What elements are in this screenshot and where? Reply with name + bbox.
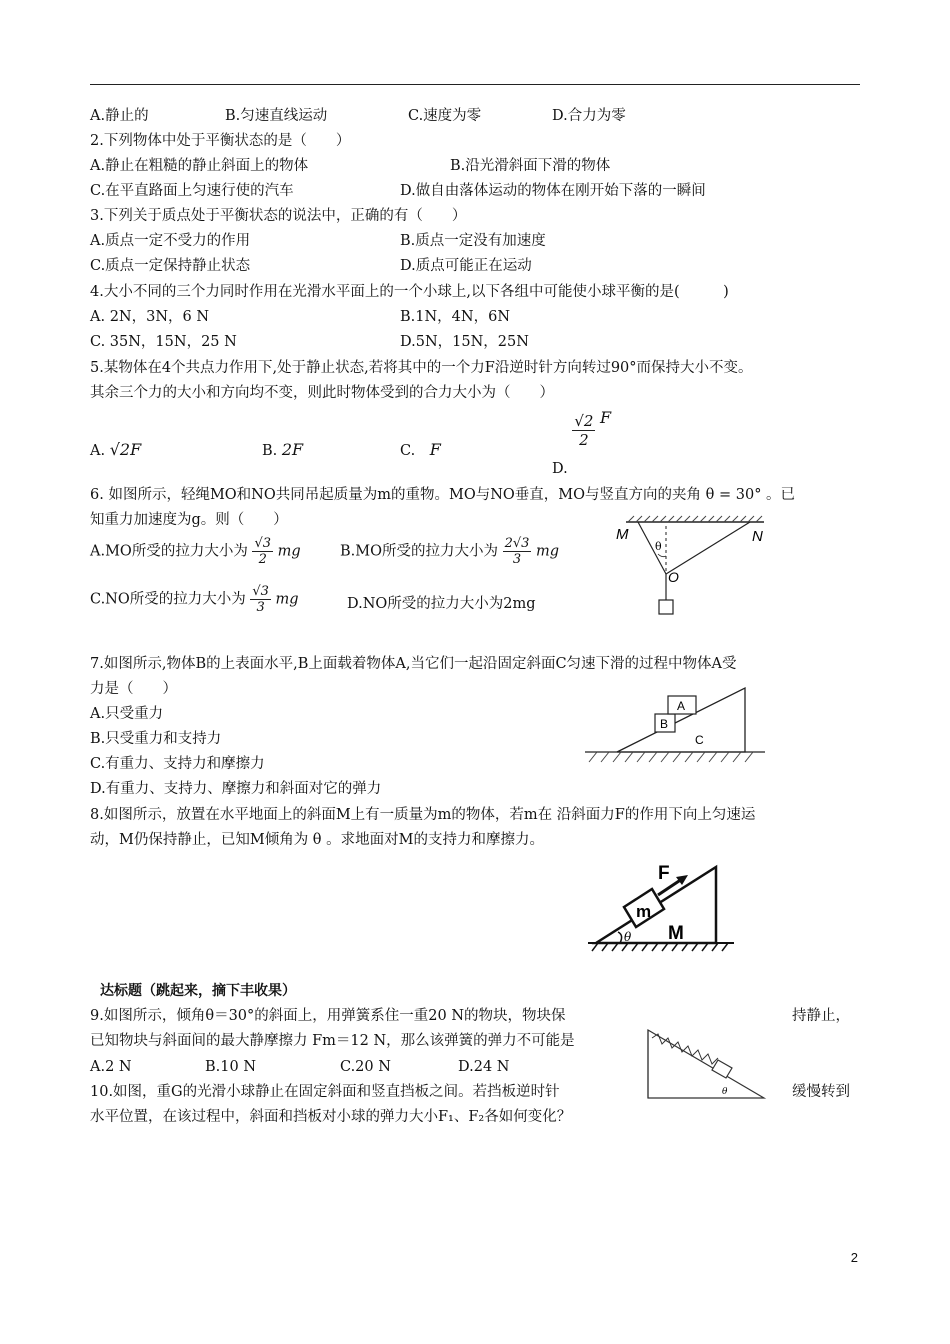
q6-option-c-label: C.NO所受的拉力大小为 [90,591,246,608]
q1-option-c: C.速度为零 [408,108,482,124]
rope-no [666,522,750,574]
label-theta-q9: θ [722,1087,728,1097]
q1-option-d: D.合力为零 [552,108,626,124]
q5-stem-line1: 5.某物体在4个共点力作用下,处于静止状态,若将其中的一个力F沿逆时针方向转过90°而保持大小不变。 [90,360,753,376]
q6-option-a-tail: mg [277,543,301,560]
q6-stem-line2: 知重力加速度为g。则（ ） [90,512,288,528]
q2-option-c: C.在平直路面上匀速行使的汽车 [90,183,294,199]
q6-option-a-fraction [252,536,273,567]
q6-option-a-label: A.MO所受的拉力大小为 [90,543,248,560]
q7-incline-figure [585,686,765,772]
q7-stem-line1: 7.如图所示,物体B的上表面水平,B上面载着物体A,当它们一起沿固定斜面C匀速下滑的过程中物体A受 [90,656,737,672]
theta-arc [618,932,622,943]
q8-incline-figure [586,855,736,955]
q5-option-d [552,407,612,477]
q5-option-a-math: √2F [109,440,142,459]
page-number: 2 [850,1250,858,1265]
q9-stem-line2: 已知物块与斜面间的最大静摩擦力 Fm＝12 N，那么该弹簧的弹力不可能是 [90,1033,575,1049]
ground-hatch [589,752,753,762]
q5-option-a-label: A. [90,443,106,459]
q6-option-c [90,584,299,615]
q2-stem: 2.下列物体中处于平衡状态的是（ ） [90,133,351,149]
q3-option-d: D.质点可能正在运动 [400,258,532,274]
q6-b-denominator: 3 [512,552,522,567]
q6-option-a [90,536,301,567]
q3-option-a: A.质点一定不受力的作用 [90,233,251,249]
label-big-m: M [668,923,684,944]
q5-option-b-math: 2F [281,440,304,459]
q8-stem-line2: 动，M仍保持静止，已知M倾角为 θ 。求地面对M的支持力和摩擦力。 [90,832,544,848]
header-rule [90,84,860,85]
q6-a-numerator: √3 [254,536,271,551]
q9-option-a: A.2 N [90,1059,132,1075]
q2-option-d: D.做自由落体运动的物体在刚开始下落的一瞬间 [400,183,706,199]
q2-option-b: B.沿光滑斜面下滑的物体 [450,158,611,174]
q9-option-d: D.24 N [458,1059,510,1075]
angle-arc [658,554,666,557]
q5-d-denominator: 2 [579,431,589,449]
q3-option-b: B.质点一定没有加速度 [400,233,546,249]
section-heading: 达标题（跳起来，摘下丰收果） [100,983,296,999]
q4-stem: 4.大小不同的三个力同时作用在光滑水平面上的一个小球上,以下各组中可能使小球平衡的是( ) [90,284,729,300]
q5-option-a [90,440,141,461]
weight-block [659,600,673,614]
q4-option-a: A. 2N，3N，6 N [90,309,210,325]
q4-option-c: C. 35N，15N，25 N [90,334,237,350]
q1-option-a: A.静止的 [90,108,149,124]
q9-stem-line1-tail: 持静止， [792,1008,850,1024]
q5-option-d-fraction [572,412,595,449]
label-a: A [677,699,686,713]
label-b: B [660,717,669,731]
label-theta-q8: θ [624,930,632,944]
q7-option-d: D.有重力、支持力、摩擦力和斜面对它的弹力 [90,781,382,797]
q6-c-numerator: √3 [252,584,269,599]
q6-option-c-tail: mg [275,591,299,608]
q6-c-denominator: 3 [256,600,265,615]
q10-stem-line1: 10.如图，重G的光滑小球静止在固定斜面和竖直挡板之间。若挡板逆时针 [90,1084,560,1100]
label-n: N [752,528,763,545]
q5-option-c-math: F [429,440,441,459]
q9-option-b: B.10 N [205,1059,257,1075]
q10-stem-line2: 水平位置，在该过程中，斜面和挡板对小球的弹力大小F₁、F₂各如何变化？ [90,1109,572,1125]
q4-option-d: D.5N，15N，25N [400,334,529,350]
q3-option-c: C.质点一定保持静止状态 [90,258,251,274]
q6-a-denominator: 2 [258,552,267,567]
q5-option-d-tail: F [600,407,612,427]
q9-spring-figure [644,1026,770,1102]
q6-option-b-tail: mg [536,543,560,560]
label-f: F [658,863,670,884]
q5-option-b [262,440,303,461]
q6-rope-figure [600,512,780,632]
q6-stem-line1: 6. 如图所示，轻绳MO和NO共同吊起质量为m的重物。MO与NO垂直，MO与竖直方向的夹角 θ = 30° 。已 [90,487,796,503]
label-o: O [668,569,679,585]
q5-option-c [400,440,441,461]
q7-option-c: C.有重力、支持力和摩擦力 [90,756,265,772]
q6-option-b [340,536,559,567]
rope-mo [638,522,666,574]
q5-stem-line2: 其余三个力的大小和方向均不变，则此时物体受到的合力大小为（ ） [90,385,554,401]
label-c: C [695,733,704,747]
q5-option-b-label: B. [262,443,278,459]
block-on-incline [712,1060,732,1078]
label-theta: θ [655,540,662,553]
q6-option-b-fraction [503,536,532,567]
q4-option-b: B.1N，4N，6N [400,309,511,325]
label-m: M [616,526,629,543]
q9-option-c: C.20 N [340,1059,391,1075]
q5-d-numerator: √2 [574,412,594,430]
q6-option-c-fraction [250,584,271,615]
q3-stem: 3.下列关于质点处于平衡状态的说法中，正确的有（ ） [90,208,467,224]
q7-option-b: B.只受重力和支持力 [90,731,222,747]
q7-stem-line2: 力是（ ） [90,681,177,697]
q6-b-numerator: 2√3 [504,536,530,551]
q7-option-a: A.只受重力 [90,706,164,722]
q8-stem-line1: 8.如图所示，放置在水平地面上的斜面M上有一质量为m的物体，若m在 沿斜面力F的作用下向上匀速运 [90,807,756,823]
ceiling-hatch [628,516,762,522]
q6-option-d: D.NO所受的拉力大小为2mg [347,596,536,612]
q10-stem-line1-tail: 缓慢转到 [792,1084,850,1100]
q9-stem-line1: 9.如图所示，倾角θ＝30°的斜面上，用弹簧系住一重20 N的物块，物块保 [90,1008,566,1024]
q5-option-d-label: D. [552,461,568,477]
label-small-m: m [636,902,652,921]
q6-option-b-label: B.MO所受的拉力大小为 [340,543,498,560]
q1-option-b: B.匀速直线运动 [225,108,328,124]
q5-option-c-label: C. [400,443,416,459]
q2-option-a: A.静止在粗糙的静止斜面上的物体 [90,158,309,174]
